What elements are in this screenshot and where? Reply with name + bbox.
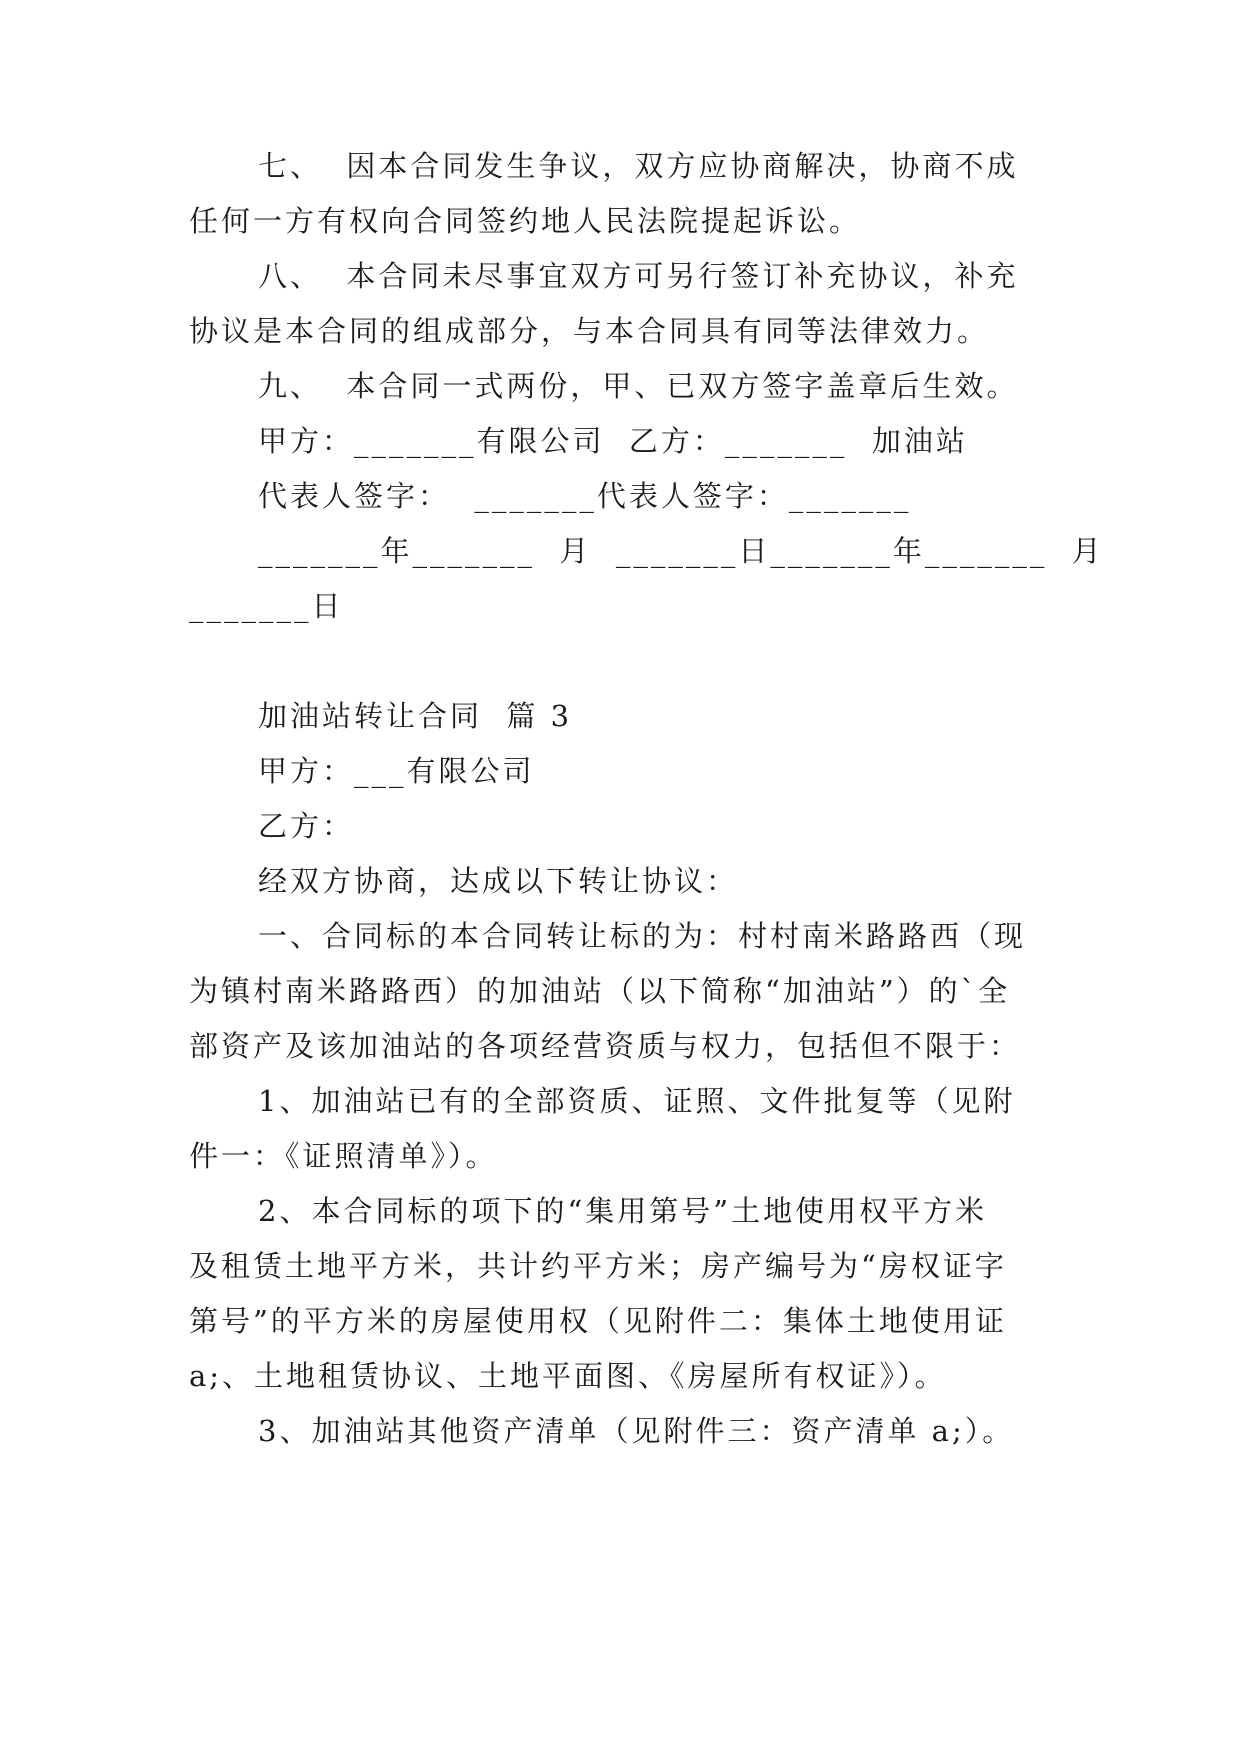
item-2-line-2: 及租赁土地平方米，共计约平方米；房产编号为“房权证字 [189, 1249, 1007, 1283]
party-signature-line: 甲方：_______有限公司 乙方：_______ 加油站 [258, 424, 968, 458]
section-title: 加油站转让合同 篇 3 [258, 699, 573, 733]
item-2-line-3: 第号”的平方米的房屋使用权（见附件二：集体土地使用证 [189, 1304, 1007, 1338]
agreement-intro: 经双方协商，达成以下转让协议： [258, 864, 739, 898]
item-3-line: 3、加油站其他资产清单（见附件三：资产清单 a;）。 [258, 1414, 1015, 1448]
clause-8-line-2: 协议是本合同的组成部分，与本合同具有同等法律效力。 [189, 314, 990, 348]
representative-signature-line: 代表人签字： _______代表人签字：_______ [258, 479, 912, 513]
party-b-line: 乙方： [258, 809, 355, 843]
clause-9-line: 九、 本合同一式两份，甲、已双方签字盖章后生效。 [258, 369, 1019, 403]
item-1-line-1: 1、加油站已有的全部资质、证照、文件批复等（见附 [258, 1084, 1016, 1118]
clause-7-line-1: 七、 因本合同发生争议，双方应协商解决，协商不成 [258, 149, 1019, 183]
clause-1-line-2: 为镇村南米路路西）的加油站（以下简称“加油站”）的`全 [189, 974, 1011, 1008]
clause-1-line-1: 一、合同标的本合同转让标的为：村村南米路路西（现 [258, 919, 1027, 953]
item-2-line-4: a;、土地租赁协议、土地平面图、《房屋所有权证》）。 [189, 1359, 947, 1393]
item-1-line-2: 件一：《证照清单》）。 [189, 1139, 498, 1173]
item-2-line-1: 2、本合同标的项下的“集用第号”土地使用权平方米 [258, 1194, 988, 1228]
date-line-1: _______年_______ 月 _______日_______年_______ 月 [258, 534, 1104, 568]
clause-8-line-1: 八、 本合同未尽事宜双方可另行签订补充协议，补充 [258, 259, 1019, 293]
date-line-2: _______日 [189, 589, 344, 623]
party-a-line: 甲方：___有限公司 [258, 754, 535, 788]
clause-7-line-2: 任何一方有权向合同签约地人民法院提起诉讼。 [189, 204, 862, 238]
clause-1-line-3: 部资产及该加油站的各项经营资质与权力，包括但不限于： [189, 1029, 1022, 1063]
